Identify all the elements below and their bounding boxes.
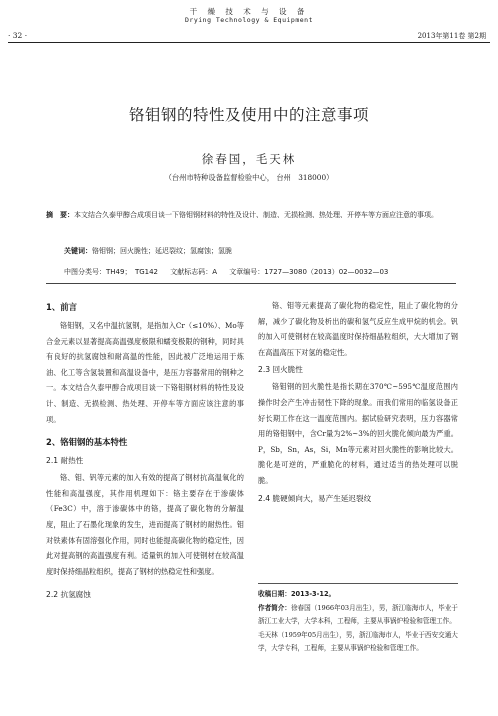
received-date: 收稿日期：2013-3-12。 xyxy=(258,590,336,598)
classification-meta xyxy=(64,267,456,277)
left-column xyxy=(46,298,244,604)
keywords-text: 铬钼钢；回火脆性；延迟裂纹；氢腐蚀；氢脆 xyxy=(92,247,232,255)
subsection-heading-temper-brittleness: 2.3 回火脆性 xyxy=(258,365,303,375)
subsection-heading-hydrogen-corrosion: 2.2 抗氢腐蚀 xyxy=(46,590,91,600)
heat-resistance-paragraph: 铬、钼、钒等元素的加入有效的提高了钢材抗高温氧化的性能和高温强度，其作用机理如下：铬主要存在于渗碳体（Fe3C）中，溶于渗碳体中的铬，提高了碳化物的分解温度，阻止了石墨化现象的发生，进而提高了钢材的耐热性。钼对铁素体有固溶强化作用，同时也能提高碳化物的稳定性，因此对提高钢的高温强度有利。适量钒的加入可使钢材在较高温度时保持细晶粒组织，提高了钢材的热稳定性和强度。 xyxy=(46,473,244,576)
subsection-heading-delayed-cracking: 2.4 脆硬倾向大，易产生延迟裂纹 xyxy=(258,493,372,503)
footnote xyxy=(258,583,458,656)
author-affiliation: （台州市特种设备监督检验中心， 台州 318000） xyxy=(164,173,334,182)
temper-brittleness-paragraph: 铬钼钢的回火脆性是指长期在370℃~595℃温度范围内操作时会产生冲击韧性下降的现象。而我们常用的临氢设备正好长期工作在这一温度范围内。据试验研究表明，压力容器常用的铬钼钢中，含Cr量为2%~3%的回火脆化倾向最为严重。P，Sb，Sn，As，Si，Mn等元素对回火脆性的影响比较大。脆化是可逆的，严重脆化的材料，通过适当的热处理可以脱脆。 xyxy=(258,382,458,485)
abstract-text: 本文结合久泰甲醇合成项目谈一下铬钼钢材料的特性及设计、制造、无损检测、热处理、开停车等方面应注意的事项。 xyxy=(74,211,438,219)
author-bio-2: 毛天林（1959年05月出生），男，浙江临海市人，毕业于西安交通大学，大学专科，工程师，主要从事锅炉检验和管理工作。 xyxy=(258,630,458,652)
issue-info: 2013年第11卷 第2期 xyxy=(417,32,486,40)
journal-title-en: Drying Technology & Equipment xyxy=(185,16,313,24)
keywords-label: 关键词： xyxy=(64,247,92,255)
page-number: · 32 · xyxy=(8,31,28,40)
abstract-rule xyxy=(46,283,456,284)
header-rule xyxy=(8,42,490,43)
right-column xyxy=(258,298,458,508)
article-title: 铬钼钢的特性及使用中的注意事项 xyxy=(128,106,369,124)
journal-title-cn: 干 燥 技 术 与 设 备 xyxy=(189,7,309,16)
document-code: 文献标志码：A xyxy=(170,268,218,276)
introduction-paragraph: 铬钼钢，又名中温抗氢钢，是指加入Cr（≤10%）、Mo等合金元素以显著提高高温强度极限和蠕变极限的钢种，同时具有良好的抗氢腐蚀和耐高温的性能，因此被广泛地运用于炼油、化工等含氢装置和高温设备中，是压力容器常用的钢种之一。本文结合久泰甲醇合成项目谈一下铬钼钢材料的特性及设计、制造、无损检测、热处理、开停车等方面应该注意的事项。 xyxy=(46,321,244,424)
article-authors: 徐春国，毛天林 xyxy=(201,152,297,166)
subsection-heading-heat-resistance: 2.1 耐热性 xyxy=(46,456,84,466)
abstract-label: 摘 要： xyxy=(46,211,74,219)
hydrogen-corrosion-paragraph: 铬、钼等元素提高了碳化物的稳定性，阻止了碳化物的分解，减少了碳化物及析出的碳和氢气反应生成甲烷的机会。钒的加入可使钢材在较高温度时保持细晶粒组织，大大增加了钢在高温高压下对氢的稳定性。 xyxy=(258,301,458,357)
article-number: 文章编号：1727—3080（2013）02—0032—03 xyxy=(229,268,389,276)
abstract xyxy=(46,208,456,223)
clc-number: 中图分类号：TH49； TG142 xyxy=(64,268,159,276)
section-heading-basic-properties: 2、铬钼钢的基本特性 xyxy=(46,437,128,448)
keywords xyxy=(64,246,456,256)
author-bio-label: 作者简介： xyxy=(258,603,291,612)
section-heading-introduction: 1、前言 xyxy=(46,302,77,312)
author-bio-1: 徐春国（1966年03月出生），男，浙江临海市人，毕业于浙江工业大学，大学本科，工程师，主要从事锅炉检验和管理工作。 xyxy=(258,603,458,625)
